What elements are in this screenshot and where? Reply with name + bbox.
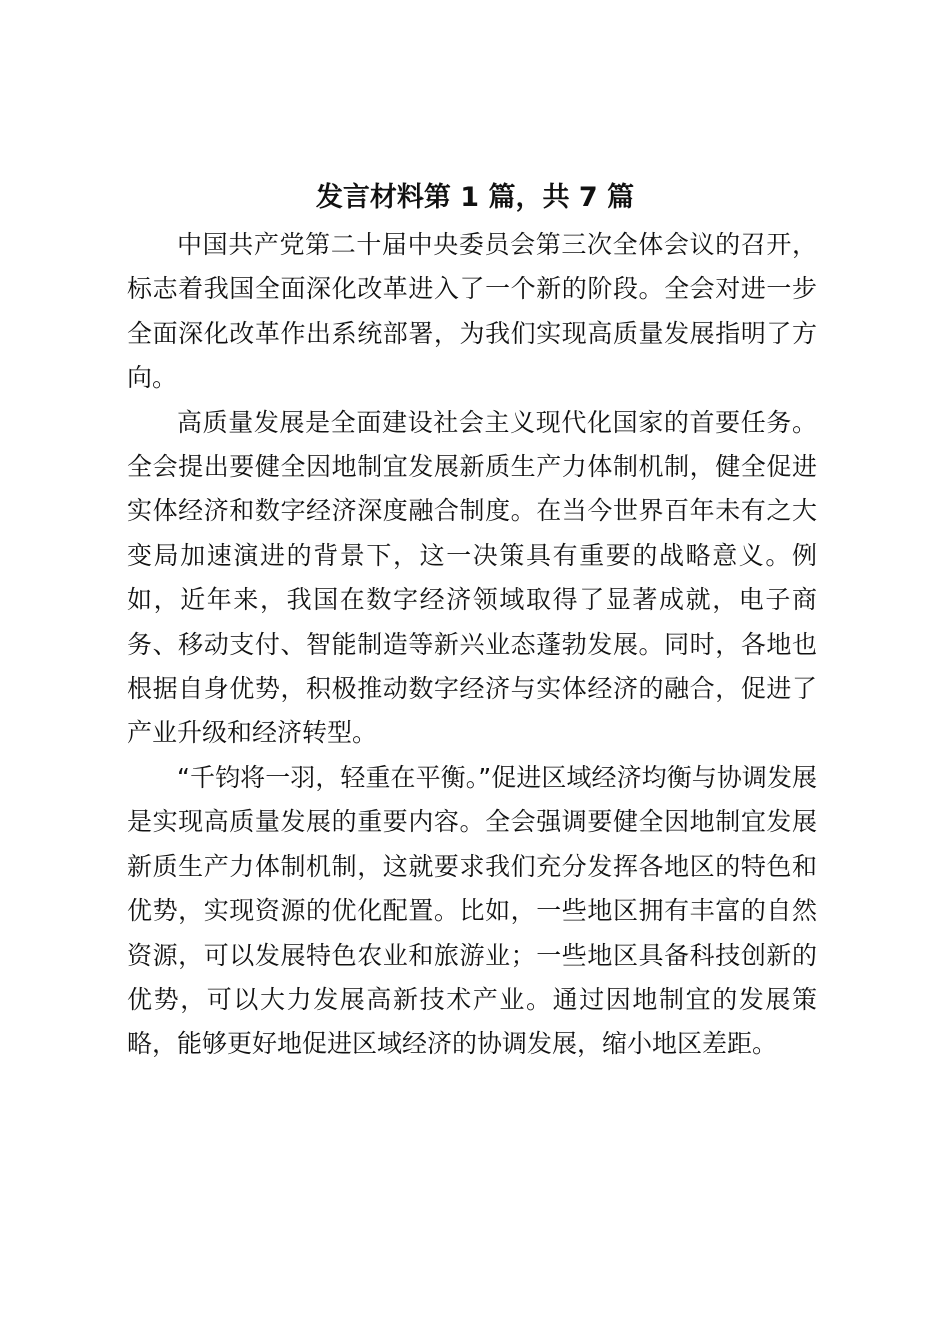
page-title: 发言材料第 1 篇，共 7 篇	[315, 182, 635, 213]
paragraph-1: 中国共产党第二十届中央委员会第三次全体会议的召开，标志着我国全面深化改革进入了一个新的阶段。全会对进一步全面深化改革作出系统部署，为我们实现高质量发展指明了方向。	[127, 230, 817, 393]
paragraph-2: 高质量发展是全面建设社会主义现代化国家的首要任务。全会提出要健全因地制宜发展新质生产力体制机制，健全促进实体经济和数字经济深度融合制度。在当今世界百年未有之大变局加速演进的背景下，这一决策具有重要的战略意义。例如，近年来，我国在数字经济领域取得了显著成就，电子商务、移动支付、智能制造等新兴业态蓬勃发展。同时，各地也根据自身优势，积极推动数字经济与实体经济的融合，促进了产业升级和经济转型。	[127, 407, 817, 748]
document-body	[127, 223, 817, 1067]
paragraph-3: “千钧将一羽，轻重在平衡。”促进区域经济均衡与协调发展是实现高质量发展的重要内容。全会强调要健全因地制宜发展新质生产力体制机制，这就要求我们充分发挥各地区的特色和优势，实现资源的优化配置。比如，一些地区拥有丰富的自然资源，可以发展特色农业和旅游业；一些地区具备科技创新的优势，可以大力发展高新技术产业。通过因地制宜的发展策略，能够更好地促进区域经济的协调发展，缩小地区差距。	[127, 762, 817, 1059]
